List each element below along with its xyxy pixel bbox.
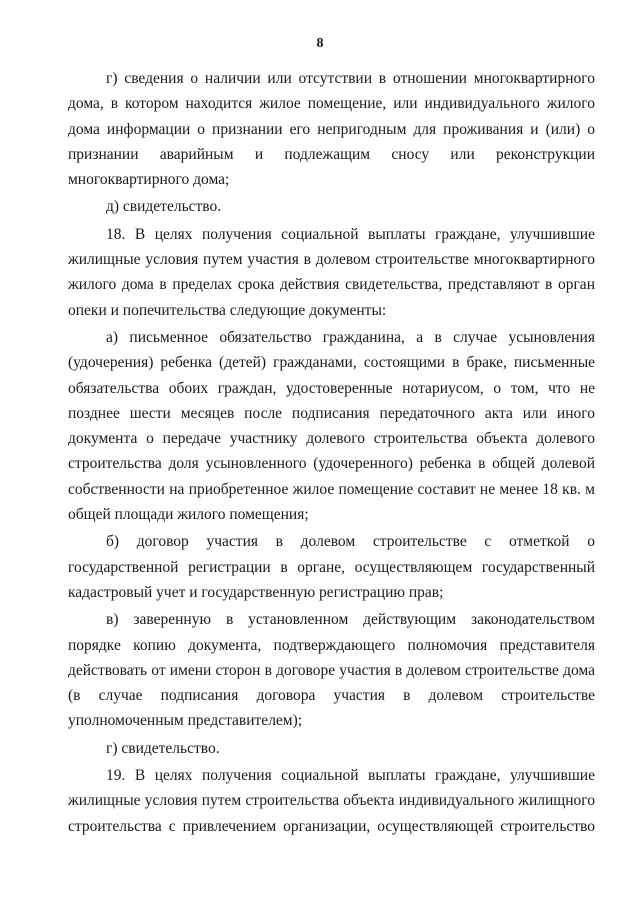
paragraph-item-a-obligation: а) письменное обязательство гражданина, а в случае усыновления (удочерения) ребенка (детей) гражданами, состоящими в браке, письменные обязательства обоих граждан, удостоверенные нотариусом, о том, что не позднее шести месяцев после подписания передаточного акта или иного документа о передаче участнику долевого строительства объекта долевого строительства доля усыновленного (удочеренного) ребенка в общей долевой собственности на приобретенное жилое помещение составит не менее 18 кв. м общей площади жилого помещения; bbox=[68, 328, 595, 524]
paragraph-item-d-certificate: д) свидетельство. bbox=[106, 198, 222, 216]
paragraph-item-b-contract: б) договор участия в долевом строительстве с отметкой о государственной регистрации в органе, осуществляющем государственный кадастровый учет и государственную регистрацию прав; bbox=[68, 533, 595, 601]
paragraph-clause-18: 18. В целях получения социальной выплаты граждане, улучшившие жилищные условия путем участия в долевом строительстве многоквартирного жилого дома в пределах срока действия свидетельства, представляют в орган опеки и попечительства следующие документы: bbox=[68, 225, 595, 319]
paragraph-clause-19: 19. В целях получения социальной выплаты граждане, улучшившие жилищные условия путем строительства объекта индивидуального жилищного строительства с привлечением организации, осуществляющей строительство bbox=[68, 767, 595, 835]
page-number: 8 bbox=[316, 36, 324, 51]
document-body bbox=[68, 66, 595, 839]
paragraph-item-g-building-status: г) сведения о наличии или отсутствии в отношении многоквартирного дома, в котором находится жилое помещение, или индивидуального жилого дома информации о признании его непригодным для проживания и (или) о признании аварийным и подлежащим сносу или реконструкции многоквартирного дома; bbox=[68, 70, 595, 189]
paragraph-item-g-certificate: г) свидетельство. bbox=[106, 739, 220, 757]
paragraph-item-v-power-of-attorney: в) заверенную в установленном действующим законодательством порядке копию документа, подтверждающего полномочия представителя действовать от имени сторон в договоре участия в долевом строительстве дома (в случае подписания договора участия в долевом строительстве уполномоченным представителем); bbox=[68, 611, 595, 730]
